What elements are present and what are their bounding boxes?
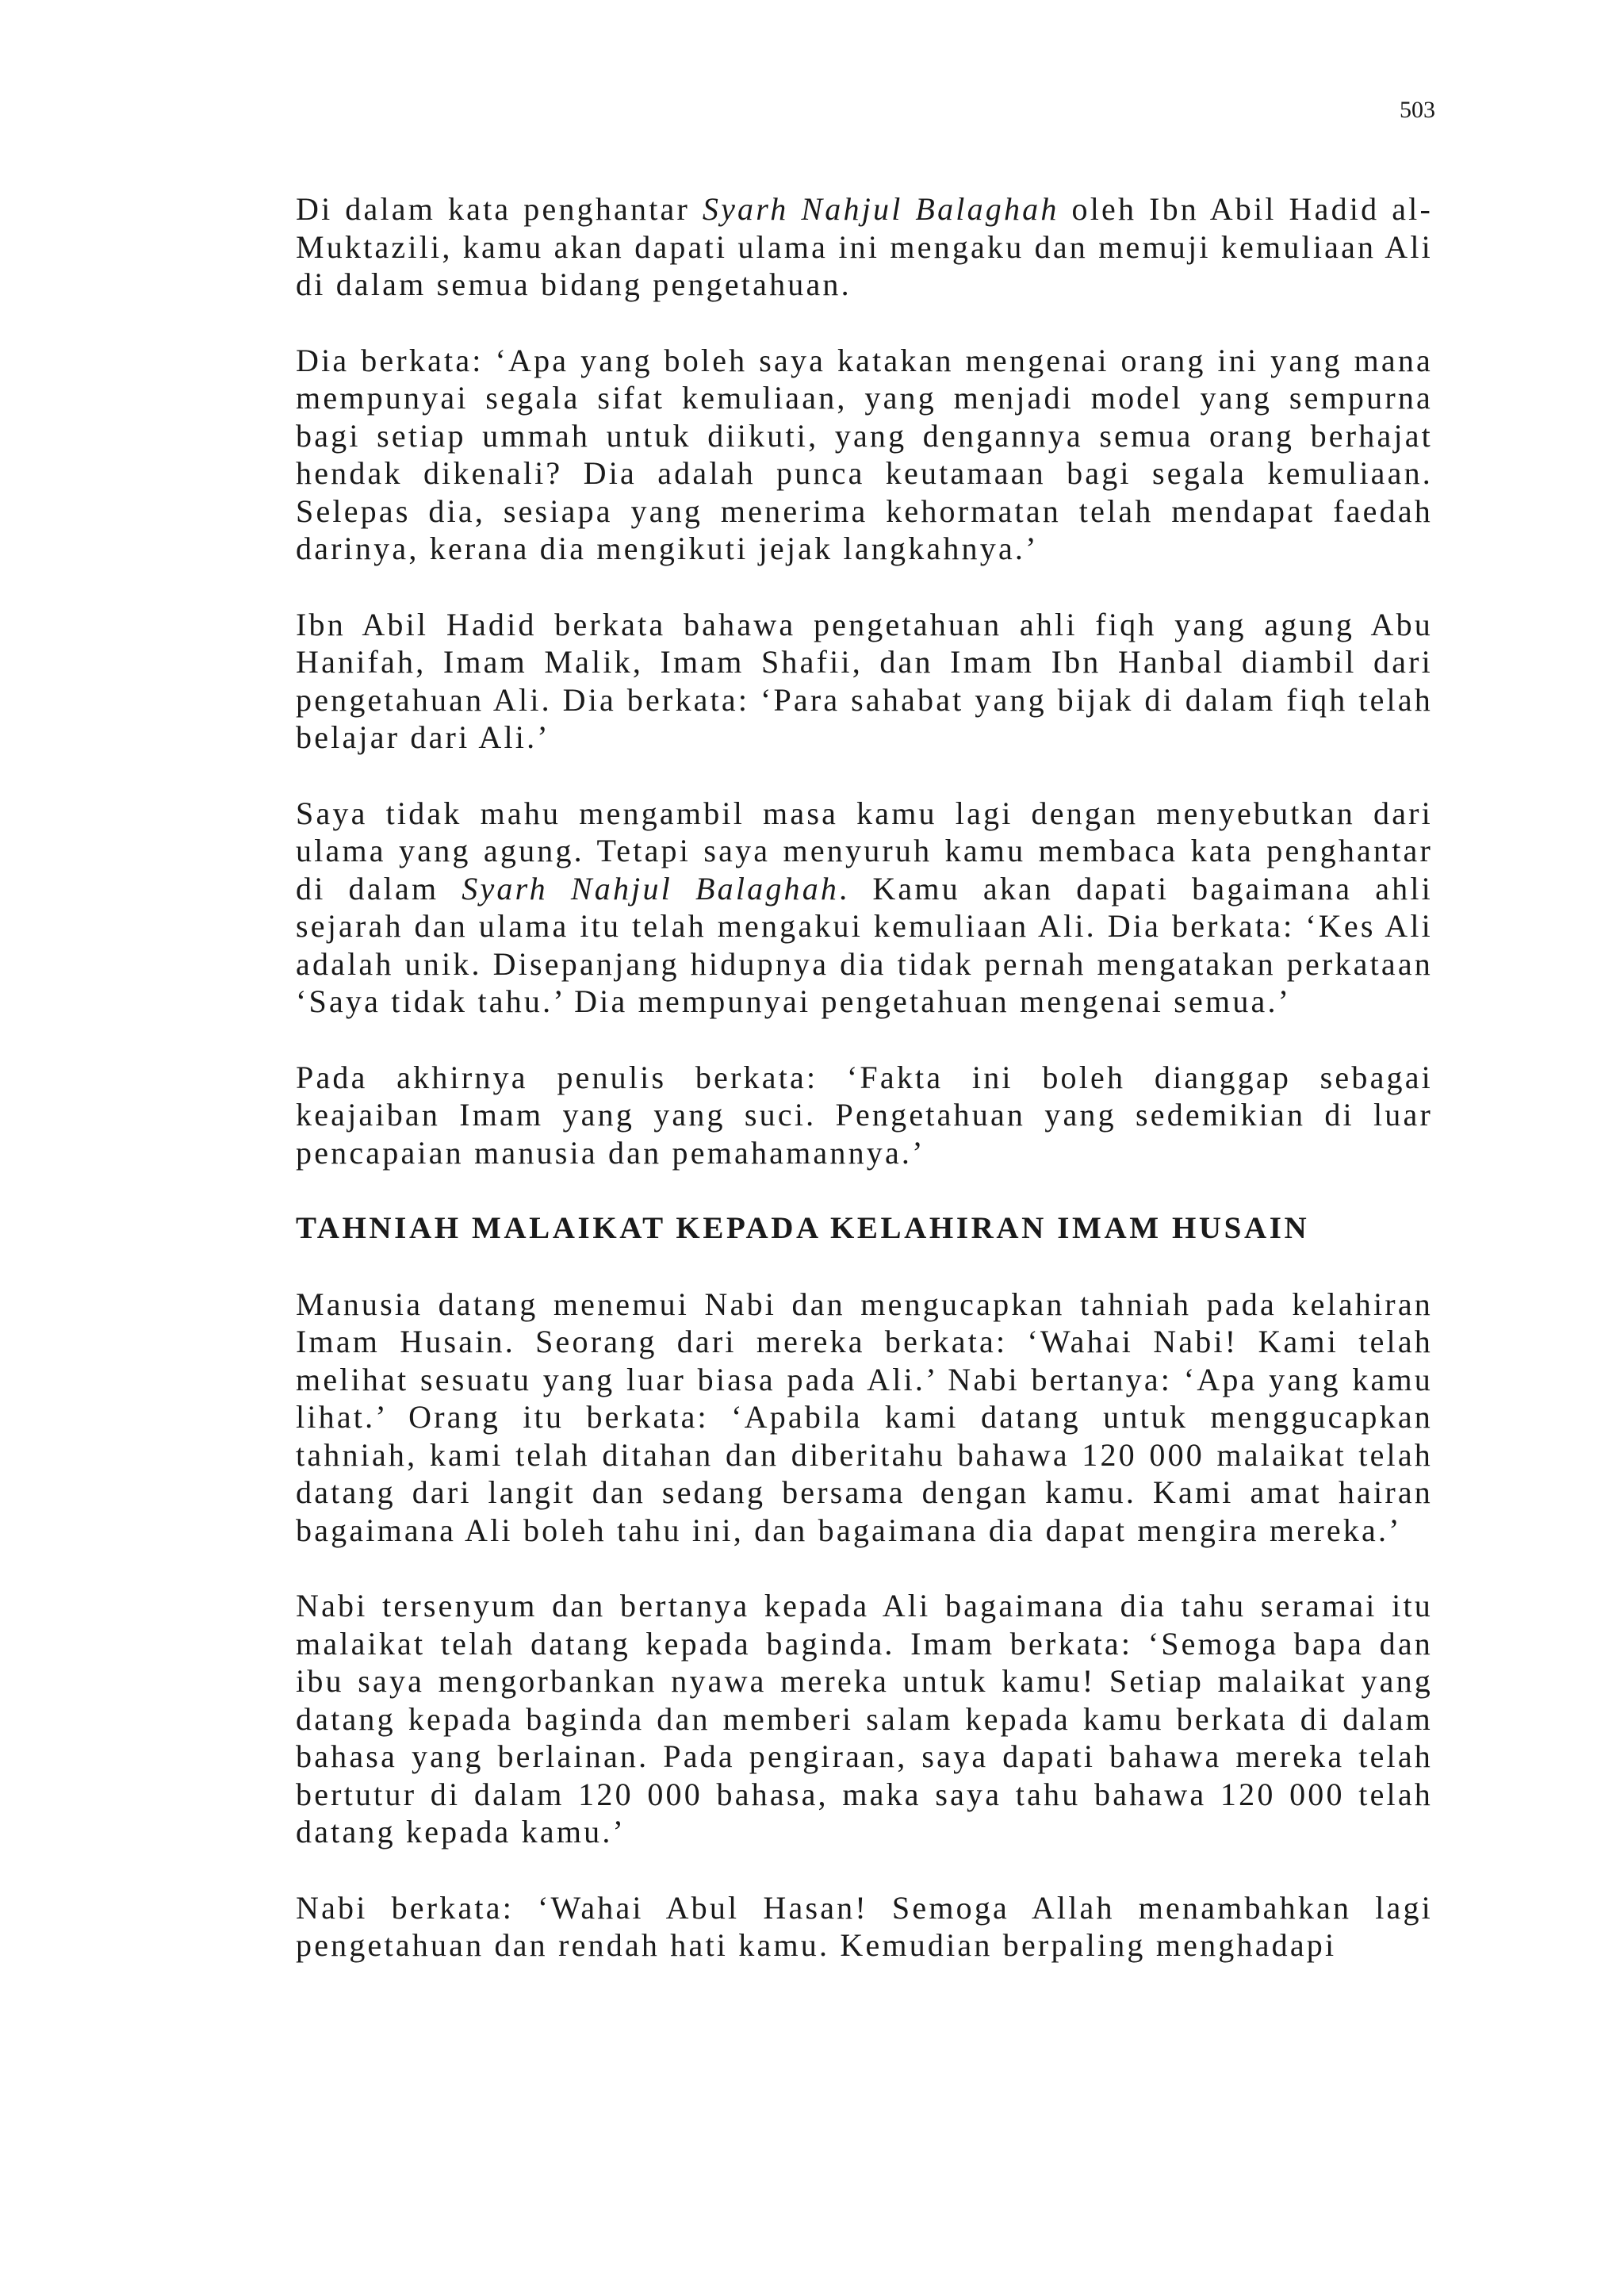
paragraph-3-text: Ibn Abil Hadid berkata bahawa pengetahuan ahli fiqh yang agung Abu Hanifah, Imam Malik, Imam Shafii, dan Imam Ibn Hanbal diambil dari pengetahuan Ali. Dia berkata: ‘Para sahabat yang bijak di dalam fiqh telah belajar dari Ali.’: [296, 606, 1433, 755]
paragraph-5-text: Pada akhirnya penulis berkata: ‘Fakta ini boleh dianggap sebagai keajaiban Imam yang yang suci. Pengetahuan yang sedemikian di luar pencapaian manusia dan pemahamannya.’: [296, 1059, 1433, 1171]
paragraph-5: [296, 1059, 1433, 1172]
paragraph-6: [296, 1286, 1433, 1550]
page-number: 503: [1400, 97, 1435, 123]
paragraph-3: [296, 606, 1433, 757]
paragraph-8-text: Nabi berkata: ‘Wahai Abul Hasan! Semoga Allah menambahkan lagi pengetahuan dan rendah hati kamu. Kemudian berpaling menghadapi: [296, 1889, 1433, 1963]
paragraph-2: [296, 342, 1433, 568]
paragraph-4-text-b: . Kamu akan dapati bagaimana ahli sejarah dan ulama itu telah mengakui kemuliaan Ali. Dia berkata: ‘Kes Ali adalah unik. Disepanjang hidupnya dia tidak pernah mengatakan perkataan ‘Saya tidak tahu.’ Dia mempunyai pengetahuan mengenai semua.’: [296, 870, 1433, 1019]
paragraph-7-text: Nabi tersenyum dan bertanya kepada Ali bagaimana dia tahu seramai itu malaikat telah datang kepada baginda. Imam berkata: ‘Semoga bapa dan ibu saya mengorbankan nyawa mereka untuk kamu! Setiap malaikat yang datang kepada baginda dan memberi salam kepada kamu berkata di dalam bahasa yang berlainan. Pada pengiraan, saya dapati bahawa mereka telah bertutur di dalam 120 000 bahasa, maka saya tahu bahawa 120 000 telah datang kepada kamu.’: [296, 1588, 1433, 1849]
paragraph-8: [296, 1889, 1433, 1964]
paragraph-1: [296, 190, 1433, 304]
section-heading: TAHNIAH MALAIKAT KEPADA KELAHIRAN IMAM HUSAIN: [296, 1211, 1310, 1245]
paragraph-2-text: Dia berkata: ‘Apa yang boleh saya katakan mengenai orang ini yang mana mempunyai segala sifat kemuliaan, yang menjadi model yang sempurna bagi setiap ummah untuk diikuti, yang dengannya semua orang berhajat hendak dikenali? Dia adalah punca keutamaan bagi segala kemuliaan. Selepas dia, sesiapa yang menerima kehormatan telah mendapat faedah darinya, kerana dia mengikuti jejak langkahnya.’: [296, 342, 1433, 566]
paragraph-6-text: Manusia datang menemui Nabi dan mengucapkan tahniah pada kelahiran Imam Husain. Seorang dari mereka berkata: ‘Wahai Nabi! Kami telah melihat sesuatu yang luar biasa pada Ali.’ Nabi bertanya: ‘Apa yang kamu lihat.’ Orang itu berkata: ‘Apabila kami datang untuk menggucapkan tahniah, kami telah ditahan dan diberitahu bahawa 120 000 malaikat telah datang dari langit dan sedang bersama dengan kamu. Kami amat hairan bagaimana Ali boleh tahu ini, dan bagaimana dia dapat mengira mereka.’: [296, 1286, 1433, 1548]
book-title-syarh-nahjul-balaghah-2: Syarh Nahjul Balaghah: [462, 870, 840, 907]
paragraph-4: [296, 795, 1433, 1021]
paragraph-7: [296, 1587, 1433, 1851]
page-body: [296, 190, 1433, 2003]
book-title-syarh-nahjul-balaghah: Syarh Nahjul Balaghah: [702, 191, 1059, 227]
paragraph-4-text-a: Saya tidak mahu mengambil masa kamu lagi dengan menyebutkan dari ulama yang agung. Tetapi saya menyuruh kamu membaca kata penghantar di dalam: [296, 795, 1433, 907]
paragraph-1-text-b: oleh Ibn Abil Hadid al-Muktazili, kamu akan dapati ulama ini mengaku dan memuji kemuliaan Ali di dalam semua bidang pengetahuan.: [296, 191, 1433, 302]
paragraph-1-text-a: Di dalam kata penghantar: [296, 191, 703, 227]
